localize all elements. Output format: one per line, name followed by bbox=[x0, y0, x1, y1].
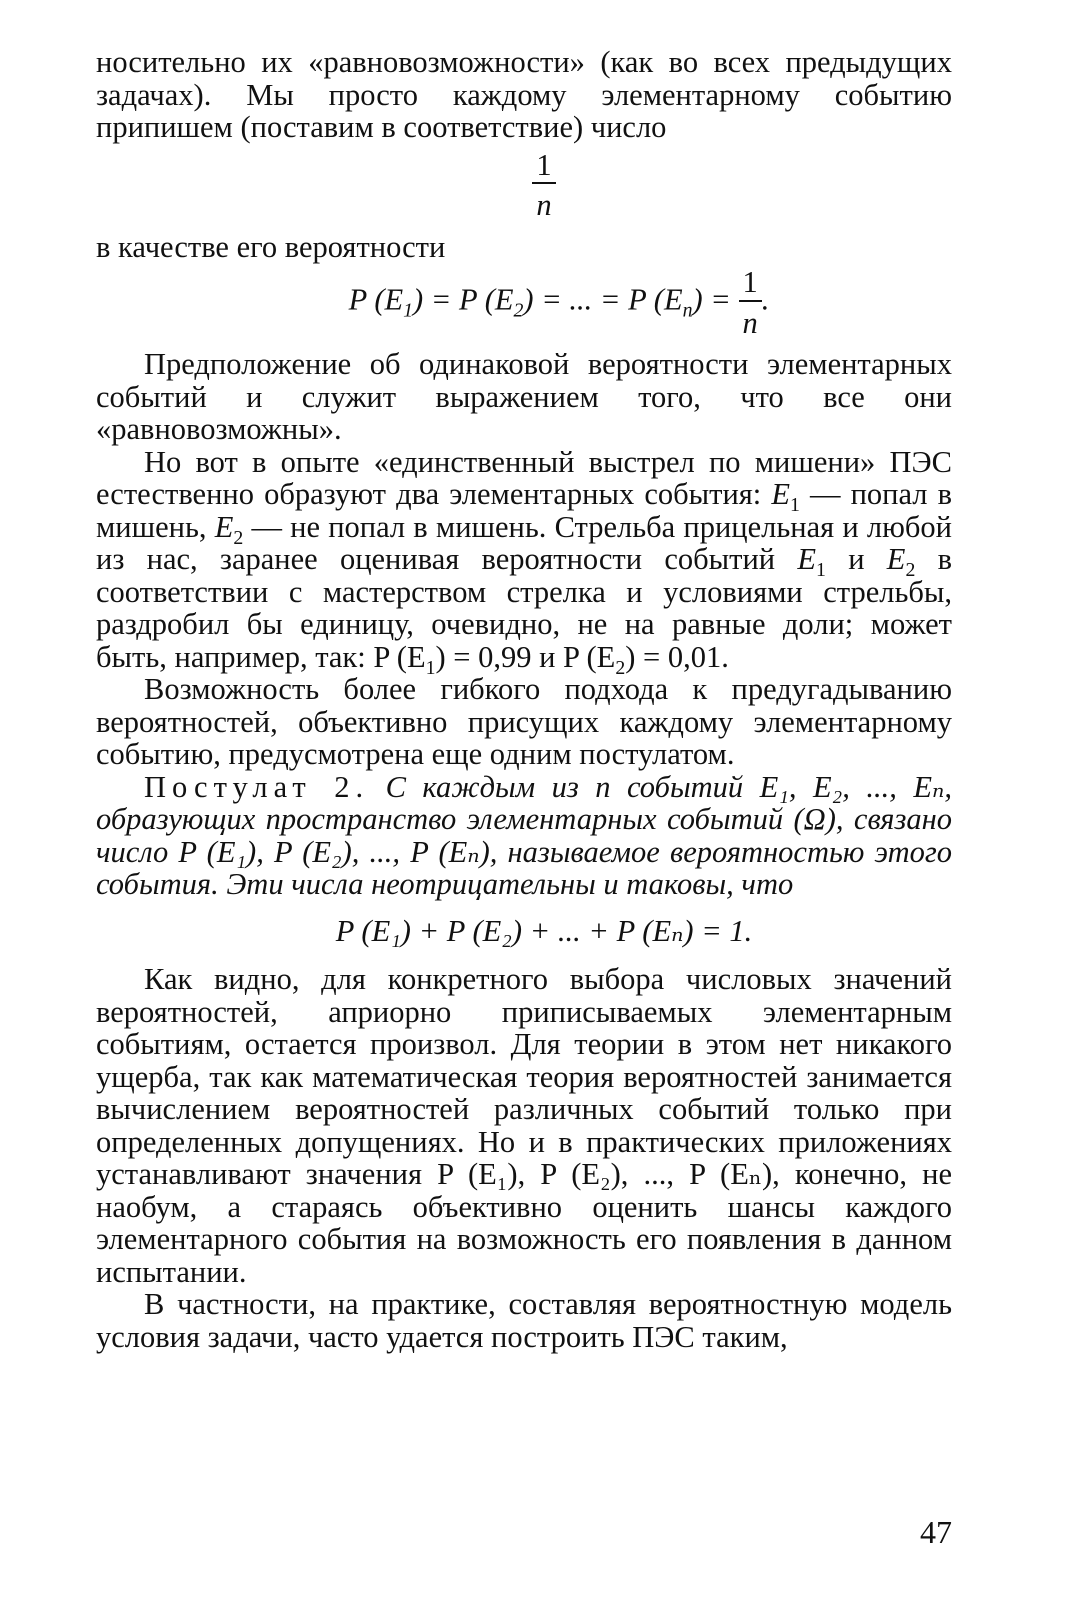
p4-text: ) = 0,99 и P (E bbox=[435, 639, 616, 674]
formula1-part: ) = ... = P (E bbox=[523, 282, 683, 317]
formula-sum-equals-one: P (E₁) + P (E₂) + ... + P (Eₙ) = 1. bbox=[335, 913, 753, 948]
text-column bbox=[96, 46, 952, 1353]
subscript: 2 bbox=[513, 299, 524, 322]
subscript: 1 bbox=[403, 299, 414, 322]
paragraph-2: в качестве его вероятности bbox=[96, 229, 446, 264]
p4-text: — не попал в мишень. Стрельба прицельная и любой из нас, заранее оценивая вероятности событий bbox=[96, 509, 952, 576]
paragraph-6: Как видно, для конкретного выбора числовых значений вероятностей, априорно приписываемых элементарным событиям, остается произвол. Для теории в этом нет никакого ущерба, так как математическая теория вероятностей занимается вычислением вероятностей различных событий только при определенных допущениях. Но и в практических приложениях устанавливают значения P (E₁), P (E₂), ..., P (Eₙ), конечно, не наобум, а стараясь объективно оценить шансы каждого элементарного события на возможность его появления в данном испытании. bbox=[96, 962, 952, 1289]
paragraph-7: В частности, на практике, составляя вероятностную модель условия задачи, часто удается построить ПЭС таким, bbox=[96, 1287, 952, 1354]
p4-text: и bbox=[825, 542, 887, 576]
formula1-part: ) = P (E bbox=[413, 282, 514, 317]
p4-text: — попал в мишень, bbox=[96, 477, 952, 544]
symbol-E: E bbox=[771, 477, 790, 511]
postulate-label: Постулат 2. bbox=[144, 769, 370, 804]
subscript: 2 bbox=[615, 656, 626, 679]
fraction-denominator: n bbox=[742, 305, 758, 340]
fraction-1-over-n bbox=[96, 147, 952, 222]
page-number: 47 bbox=[920, 1514, 952, 1550]
paragraph-1: носительно их «равновозможности» (как во всех предыдущих задачах). Мы просто каждому элементарному событию припишем (поставим в соответствие) число bbox=[96, 45, 952, 144]
subscript: 1 bbox=[816, 558, 826, 581]
subscript: 1 bbox=[425, 656, 436, 679]
fraction-numerator: 1 bbox=[532, 150, 555, 185]
symbol-E: E bbox=[886, 542, 906, 576]
paragraph-5: Возможность более гибкого подхода к предугадыванию вероятностей, объективно присущих каждому элементарному событию, предусмотрена еще одним постулатом. bbox=[96, 672, 952, 771]
paragraph-3: Предположение об одинаковой вероятности элементарных событий и служит выражением того, что все они «равновозможны». bbox=[96, 347, 952, 446]
p4-text: Но вот в опыте «единственный выстрел по мишени» ПЭС естественно образуют два элементарных события: bbox=[96, 444, 952, 511]
symbol-E: E bbox=[214, 509, 234, 544]
p4-text: ) = 0,01. bbox=[625, 639, 729, 674]
paragraph-4 bbox=[96, 444, 953, 679]
formula1-period: . bbox=[761, 282, 770, 317]
formula1-fraction bbox=[739, 267, 762, 338]
formula1-part: ) = bbox=[692, 282, 739, 317]
formula-equal-probabilities bbox=[96, 267, 952, 338]
subscript: n bbox=[682, 299, 693, 322]
p4-text: в соответствии с мастерством стрелка и условиями стрельбы, раздробил бы единицу, очевидно, не на равные доли; может быть, например, так: P (E bbox=[96, 542, 953, 674]
subscript: 1 bbox=[790, 493, 800, 516]
postulate-text: С каждым из n событий E₁, E₂, ..., Eₙ, образующих пространство элементарных событий (Ω), связано число P (E₁), P (E₂), ..., P (Eₙ), называемое вероятностью этого события. Эти числа неотрицательны и таковы, что bbox=[96, 769, 952, 901]
formula1-part: P (E bbox=[348, 282, 404, 317]
fraction-numerator: 1 bbox=[739, 267, 762, 302]
symbol-E: E bbox=[797, 542, 817, 576]
fraction-denominator: n bbox=[536, 188, 552, 222]
subscript: 2 bbox=[905, 558, 916, 581]
subscript: 2 bbox=[233, 526, 244, 549]
postulate-2 bbox=[96, 771, 952, 901]
